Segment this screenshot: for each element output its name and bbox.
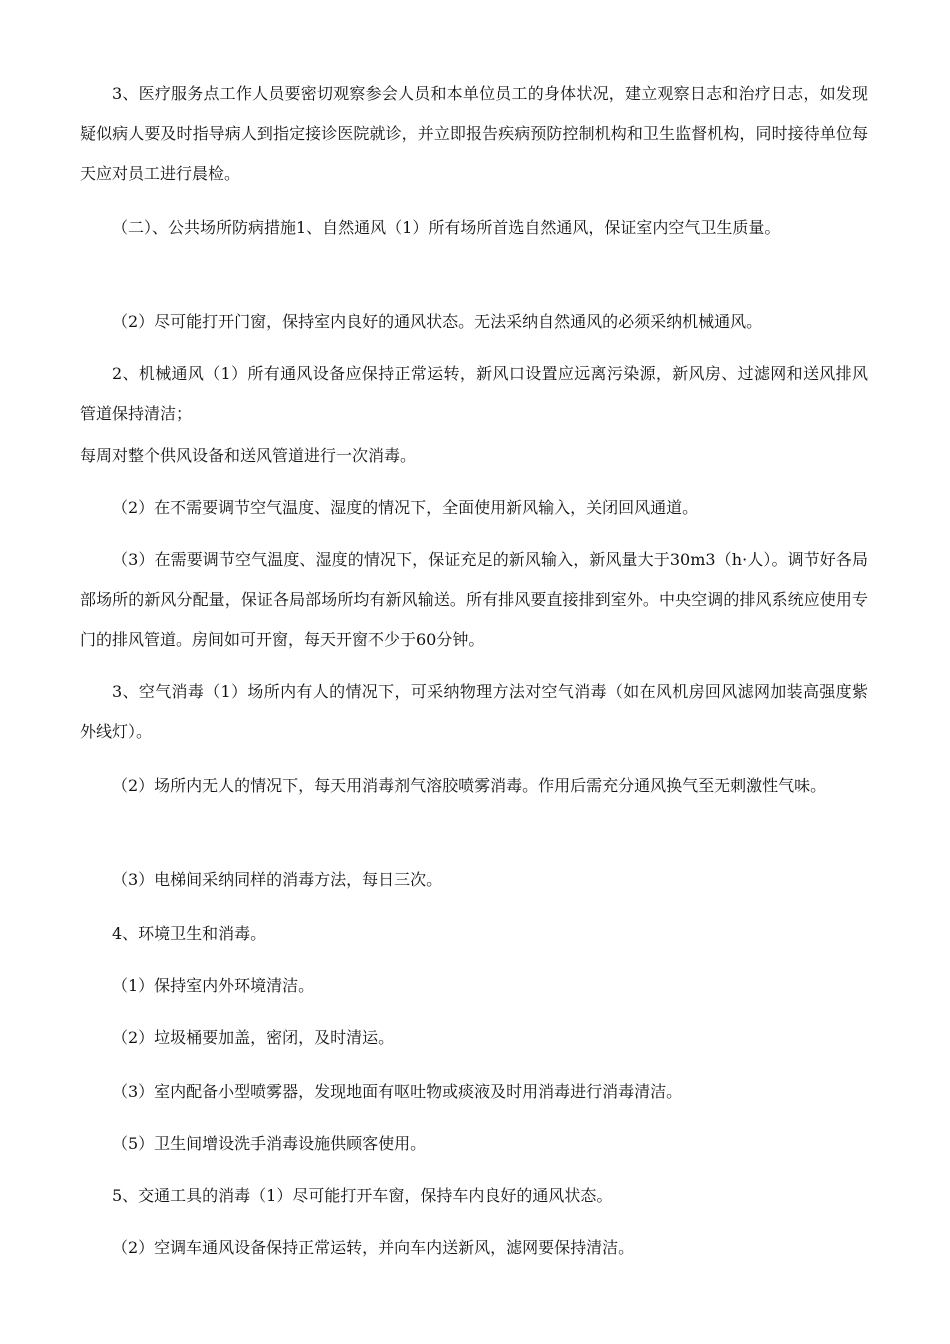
paragraph-fresh-air-input: （2）在不需要调节空气温度、湿度的情况下，全面使用新风输入，关闭回风通道。 [112,498,699,517]
paragraph-fresh-air-volume: （3）在需要调节空气温度、湿度的情况下，保证充足的新风输入，新风量大于30m3（h·人）。调节好各局部场所的新风分配量，保证各局部场所均有新风输送。所有排风要直接排到室外。中央空调的排风系统应使用专门的排风管道。房间如可开窗，每天开窗不少于60分钟。 [80,550,868,649]
paragraph-vehicle-air-conditioning: （2）空调车通风设备保持正常运转，并向车内送新风，滤网要保持清洁。 [112,1238,635,1257]
paragraph-mechanical-ventilation: 2、机械通风（1）所有通风设备应保持正常运转，新风口设置应远离污染源，新风房、过滤网和送风排风管道保持清洁； [80,364,868,423]
paragraph-environment-hygiene: 4、环境卫生和消毒。 [112,924,267,943]
paragraph-trash-bins: （2）垃圾桶要加盖，密闭，及时清运。 [112,1028,395,1047]
paragraph-open-windows: （2）尽可能打开门窗，保持室内良好的通风状态。无法采纳自然通风的必须采纳机械通风。 [112,312,763,331]
paragraph-weekly-disinfection: 每周对整个供风设备和送风管道进行一次消毒。 [80,446,417,465]
paragraph-keep-clean: （1）保持室内外环境清洁。 [112,976,315,995]
paragraph-aerosol-disinfection: （2）场所内无人的情况下，每天用消毒剂气溶胶喷雾消毒。作用后需充分通风换气至无刺激性气味。 [112,776,827,795]
paragraph-vehicle-disinfection: 5、交通工具的消毒（1）尽可能打开车窗，保持车内良好的通风状态。 [112,1186,613,1205]
paragraph-elevator-disinfection: （3）电梯间采纳同样的消毒方法，每日三次。 [112,870,443,889]
paragraph-sprayer: （3）室内配备小型喷雾器，发现地面有呕吐物或痰液及时用消毒进行消毒清洁。 [112,1082,683,1101]
paragraph-handwashing: （5）卫生间增设洗手消毒设施供顾客使用。 [112,1134,427,1153]
paragraph-public-places-ventilation: （二）、公共场所防病措施1、自然通风（1）所有场所首选自然通风，保证室内空气卫生质量。 [112,218,781,237]
paragraph-medical-observation: 3、医疗服务点工作人员要密切观察参会人员和本单位员工的身体状况，建立观察日志和治疗日志，如发现疑似病人要及时指导病人到指定接诊医院就诊，并立即报告疾病预防控制机构和卫生监督机构，同时接待单位每天应对员工进行晨检。 [80,84,868,183]
paragraph-air-disinfection: 3、空气消毒（1）场所内有人的情况下，可采纳物理方法对空气消毒（如在风机房回风滤网加装高强度紫外线灯）。 [80,682,868,741]
